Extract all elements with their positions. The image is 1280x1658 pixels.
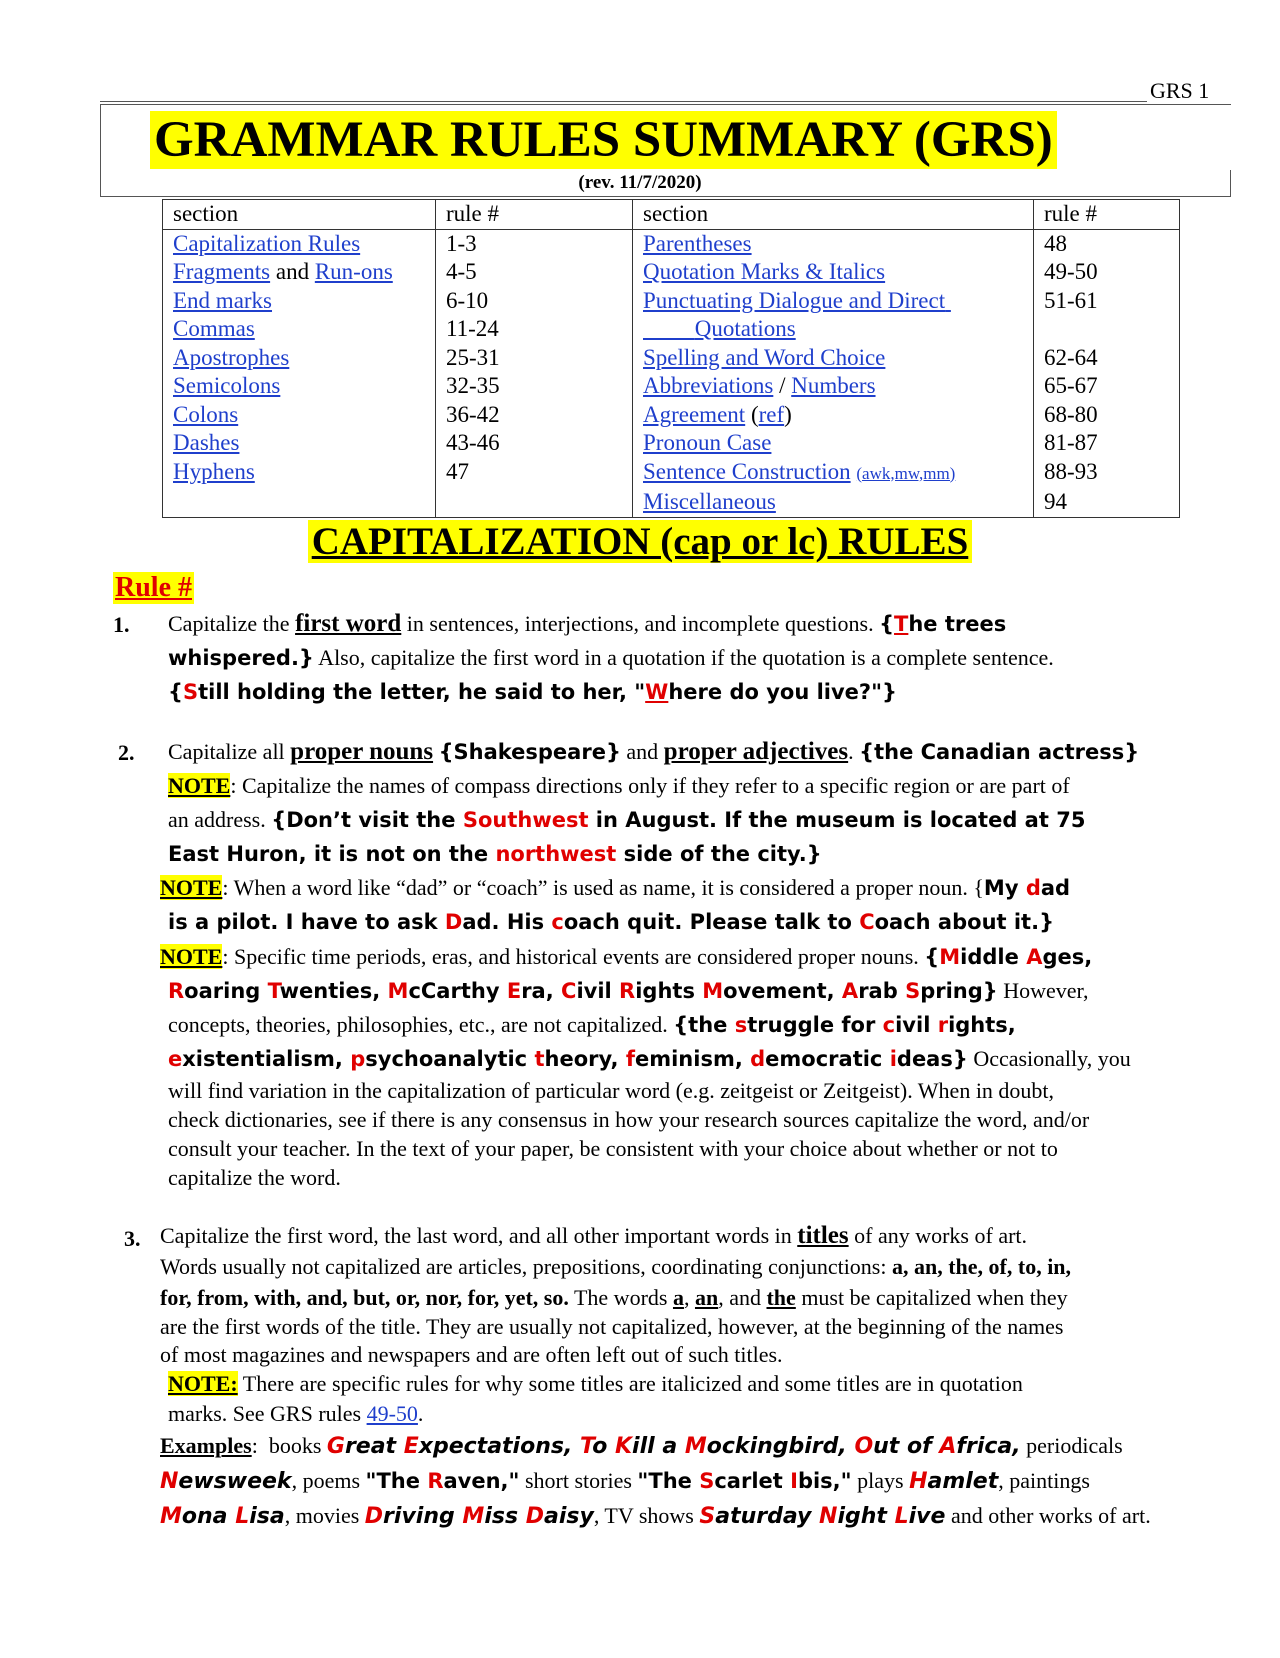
example: My xyxy=(983,876,1026,900)
example-cap: S xyxy=(182,680,199,704)
toc-rule-range: 51-61 xyxy=(1034,287,1180,316)
example: existentialism, psychoanalytic theory, feminism, democratic ideas} xyxy=(168,1047,968,1071)
example-title: "The Raven," xyxy=(365,1469,520,1493)
example: till holding the letter, he said to her, " xyxy=(198,680,646,704)
article: a xyxy=(672,1285,684,1310)
text: Occasionally, you xyxy=(967,1046,1131,1071)
toc-rule-range: 11-24 xyxy=(436,315,633,344)
text: , paintings xyxy=(998,1468,1090,1493)
toc-rule-range: 65-67 xyxy=(1034,372,1180,401)
toc-rule-range-empty xyxy=(1034,315,1180,344)
toc-rule-range: 68-80 xyxy=(1034,401,1180,430)
toc-row xyxy=(163,315,1180,344)
toc-link-quotation-marks[interactable]: Quotation Marks & Italics xyxy=(643,259,886,284)
rule-2-note-3-line-4 xyxy=(160,1042,1260,1076)
example: {the struggle for civil rights, xyxy=(673,1013,1016,1037)
rule-1 xyxy=(168,607,1228,709)
example-lowercase: c xyxy=(551,910,564,934)
rule-2-note-3-line-1 xyxy=(160,940,1260,974)
key-term: proper adjectives xyxy=(663,738,849,765)
article: the xyxy=(766,1285,796,1310)
toc-link-abbreviations[interactable]: Abbreviations xyxy=(643,373,774,398)
toc-col-rule-2: rule # xyxy=(1034,200,1180,230)
toc-row xyxy=(163,372,1180,401)
toc-link-ref[interactable]: ref xyxy=(758,401,785,427)
text: : Specific time periods, eras, and historical events are considered proper nouns. xyxy=(222,944,925,969)
example-lowercase: northwest xyxy=(495,842,617,866)
text: There are specific rules for why some titles are italicized and some titles are in quotation xyxy=(237,1371,1023,1396)
example: oach quit. Please talk to xyxy=(563,910,860,934)
toc-link-colons[interactable]: Colons xyxy=(173,401,239,427)
toc-row xyxy=(163,344,1180,373)
rule-3-note-line-2 xyxy=(160,1399,1260,1429)
word-list: a, an, the, of, to, in, xyxy=(891,1254,1072,1279)
toc-link-dashes[interactable]: Dashes xyxy=(173,430,240,455)
example: ad. His xyxy=(462,910,552,934)
rule-2-note-2-line-1 xyxy=(160,871,1250,905)
toc-rule-range: 49-50 xyxy=(1034,258,1180,287)
page-title: GRAMMAR RULES SUMMARY (GRS) xyxy=(150,111,1057,169)
rule-2-note-3-line-6: check dictionaries, see if there is any consensus in how your research sources capitalize the word, and/or xyxy=(168,1107,1090,1132)
text: in sentences, interjections, and incomplete questions. xyxy=(401,611,880,636)
example: Roaring Twenties, McCarthy Era, Civil Rights Movement, Arab Spring} xyxy=(168,979,998,1003)
toc-empty-cell xyxy=(163,488,436,517)
rules-49-50-link[interactable]: 49-50 xyxy=(366,1401,418,1426)
text: : When a word like “dad” or “coach” is used as name, it is considered a proper noun. { xyxy=(222,875,984,900)
text: : Capitalize the names of compass directions only if they refer to a specific region or are part of xyxy=(230,773,1070,798)
rule-2-line-1 xyxy=(168,735,1243,769)
example: whispered.} xyxy=(168,646,314,670)
example-lowercase: d xyxy=(1025,876,1041,900)
note-label: NOTE: xyxy=(168,1371,238,1396)
toc-col-rule: rule # xyxy=(436,200,633,230)
rule-3-line-3: for, from, with, and, but, or, nor, for, yet, so. The words a, an, and the must be capitalized when they xyxy=(160,1285,1068,1310)
example-title: Great Expectations, To Kill a Mockingbird, Out of Africa, xyxy=(326,1434,1021,1459)
toc-link-quotations[interactable]: Quotations xyxy=(694,316,796,341)
rule-2-number: 2. xyxy=(118,740,135,765)
section-heading xyxy=(0,520,1280,564)
text: , and xyxy=(718,1285,767,1310)
rule-3-line-4: are the first words of the title. They are usually not capitalized, however, at the beginning of the names xyxy=(160,1314,1064,1339)
example-cap: Southwest xyxy=(462,808,589,832)
example-cap: W xyxy=(645,680,669,704)
revision-date: (rev. 11/7/2020) xyxy=(578,172,702,193)
toc-link-run-ons[interactable]: Run-ons xyxy=(314,259,393,284)
toc-rule-range: 47 xyxy=(436,458,633,489)
rule-1-line-3 xyxy=(168,675,1228,709)
example: is a pilot. I have to ask xyxy=(168,910,445,934)
rule-2-note-3-line-7: consult your teacher. In the text of your paper, be consistent with your choice about whether or not to xyxy=(168,1136,1058,1161)
toc-row xyxy=(163,401,1180,430)
example: he trees xyxy=(908,612,1007,636)
toc-link-agreement[interactable]: Agreement xyxy=(643,401,746,427)
toc-link-sentence-construction[interactable]: Sentence Construction xyxy=(643,458,851,484)
examples-label: Examples xyxy=(160,1433,252,1458)
toc-row xyxy=(163,258,1180,287)
rule-2-note-3-line-2 xyxy=(160,974,1260,1008)
toc-joiner: and xyxy=(270,259,315,284)
text: plays xyxy=(851,1468,910,1493)
rule-2-note-1-line-3 xyxy=(168,837,1243,871)
text: . xyxy=(848,739,860,764)
text: , movies xyxy=(284,1503,365,1528)
rule-2 xyxy=(168,735,1243,871)
toc-col-section-2: section xyxy=(633,200,1034,230)
text: The words xyxy=(568,1285,673,1310)
rule-1-number: 1. xyxy=(113,612,130,637)
toc-link-numbers[interactable]: Numbers xyxy=(791,373,876,398)
examples-line-3 xyxy=(160,1499,1260,1534)
example: here do you live?"} xyxy=(668,680,897,704)
toc-rule-range: 32-35 xyxy=(436,372,633,401)
rule-3-line-2 xyxy=(160,1251,1260,1282)
toc-rule-range: 88-93 xyxy=(1034,458,1180,489)
toc-row xyxy=(163,229,1180,258)
key-term: first word xyxy=(295,610,402,637)
example-title: "The Scarlet Ibis," xyxy=(637,1469,852,1493)
text: books xyxy=(257,1433,327,1458)
text: However, xyxy=(997,978,1089,1003)
toc-rule-range: 6-10 xyxy=(436,287,633,316)
rule-3-number: 3. xyxy=(124,1226,141,1251)
toc-rule-range: 36-42 xyxy=(436,401,633,430)
toc-rule-range: 1-3 xyxy=(436,229,633,258)
toc-rule-range: 81-87 xyxy=(1034,429,1180,458)
rule-3 xyxy=(160,1220,1260,1534)
text: : xyxy=(251,1433,258,1458)
rule-2-note-1 xyxy=(168,769,1243,803)
toc-link-dialogue-pad[interactable] xyxy=(945,288,951,313)
toc-joiner: ( xyxy=(745,401,759,427)
example-title: Hamlet xyxy=(909,1469,999,1494)
examples-line-2 xyxy=(160,1464,1260,1499)
toc-row xyxy=(163,458,1180,489)
rule-3-line-1 xyxy=(160,1220,1260,1251)
text: Also, capitalize the first word in a quotation if the quotation is a complete sentence. xyxy=(313,645,1054,670)
capitalization-heading: CAPITALIZATION (cap or lc) RULES xyxy=(308,520,973,563)
example: oach about it.} xyxy=(874,910,1055,934)
toc-link-awk-mw-mm[interactable]: (awk,mw,mm) xyxy=(856,463,956,483)
toc-link-apostrophes[interactable]: Apostrophes xyxy=(173,344,290,370)
page-label: GRS 1 xyxy=(1150,78,1210,103)
toc-row xyxy=(163,287,1180,316)
example: {the Canadian actress} xyxy=(859,740,1140,764)
text: and xyxy=(620,739,664,764)
rule-3-note xyxy=(160,1369,1260,1399)
examples-line-1 xyxy=(160,1429,1260,1464)
toc-link-end-marks[interactable]: End marks xyxy=(173,287,273,313)
rule-3-line-5: of most magazines and newspapers and are often left out of such titles. xyxy=(160,1342,783,1367)
example: in August. If the museum is located at 75 xyxy=(588,808,1086,832)
toc-link-capitalization[interactable]: Capitalization Rules xyxy=(173,230,361,256)
text: Capitalize all xyxy=(168,739,291,764)
text: , TV shows xyxy=(593,1503,700,1528)
example: { xyxy=(168,680,183,704)
example: side of the city.} xyxy=(616,842,822,866)
text: and other works of art. xyxy=(945,1503,1151,1528)
toc-row xyxy=(163,429,1180,458)
text: Capitalize the first word, the last word, and all other important words in xyxy=(160,1223,798,1248)
rule-2-note-3 xyxy=(160,940,1260,1192)
toc-rule-range: 62-64 xyxy=(1034,344,1180,373)
text: , poems xyxy=(291,1468,366,1493)
title-box-bottom-edge xyxy=(100,196,1231,197)
article: an xyxy=(694,1285,719,1310)
example: {Middle Ages, xyxy=(924,945,1093,969)
text: short stories xyxy=(519,1468,638,1493)
note-label: NOTE xyxy=(160,944,223,969)
key-term: titles xyxy=(797,1222,849,1249)
toc-table xyxy=(162,199,1180,518)
toc-joiner: / xyxy=(773,373,792,398)
toc-header-row xyxy=(163,200,1180,230)
toc-empty-cell xyxy=(436,488,633,517)
toc-joiner: ) xyxy=(784,401,792,427)
example: {Don’t visit the xyxy=(271,808,463,832)
rule-2-note-3-line-5: will find variation in the capitalization of particular word (e.g. zeitgeist or Zeitgeist). When in doubt, xyxy=(168,1078,1055,1103)
example-title: Driving Miss Daisy xyxy=(364,1504,594,1529)
toc-rule-range: 94 xyxy=(1034,488,1180,517)
text: . xyxy=(417,1401,424,1426)
toc-link-miscellaneous[interactable]: Miscellaneous xyxy=(643,489,776,514)
example: { xyxy=(879,612,895,636)
toc-rule-range: 25-31 xyxy=(436,344,633,373)
toc-link-hyphens[interactable]: Hyphens xyxy=(173,458,255,484)
rule-2-note-1-line-2 xyxy=(168,803,1243,837)
toc-link-parentheses[interactable]: Parentheses xyxy=(643,230,752,256)
example-title: Newsweek xyxy=(160,1469,292,1494)
toc-link-fragments[interactable]: Fragments xyxy=(173,259,271,284)
toc-link-dialogue[interactable]: Punctuating Dialogue and Direct xyxy=(643,287,946,313)
text: marks. See GRS rules xyxy=(168,1401,367,1426)
rule-2-note-2-line-2 xyxy=(160,905,1250,939)
example: East Huron, it is not on the xyxy=(168,842,496,866)
rule-2-note-2 xyxy=(160,871,1250,939)
text: an address. xyxy=(168,807,272,832)
rule-1-line-1 xyxy=(168,607,1228,641)
toc-rule-range: 43-46 xyxy=(436,429,633,458)
example-cap: T xyxy=(894,612,909,636)
text: concepts, theories, philosophies, etc., are not capitalized. xyxy=(168,1012,674,1037)
example-cap: D xyxy=(444,910,463,934)
toc-link-spelling[interactable]: Spelling and Word Choice xyxy=(643,344,886,370)
note-label: NOTE xyxy=(160,875,223,900)
example-cap: C xyxy=(859,910,875,934)
toc-link-quotations-pad[interactable] xyxy=(643,316,695,341)
example: {Shakespeare} xyxy=(438,740,621,764)
rule-hash-label: Rule # xyxy=(115,572,192,603)
toc-link-semicolons[interactable]: Semicolons xyxy=(173,373,281,398)
key-term: proper nouns xyxy=(290,738,434,765)
note-label: NOTE xyxy=(168,773,231,798)
rule-2-note-3-line-3 xyxy=(160,1008,1260,1042)
text: must be capitalized when they xyxy=(795,1285,1068,1310)
word-list: for, from, with, and, but, or, nor, for, yet, so. xyxy=(160,1285,569,1310)
toc-link-pronoun-case[interactable]: Pronoun Case xyxy=(643,430,772,455)
toc-rule-range: 4-5 xyxy=(436,258,633,287)
text: periodicals xyxy=(1020,1433,1123,1458)
toc-col-section: section xyxy=(163,200,436,230)
rule-2-note-3-line-8: capitalize the word. xyxy=(168,1165,341,1190)
rule-1-line-2 xyxy=(168,641,1228,675)
toc-row xyxy=(163,488,1180,517)
toc-link-commas[interactable]: Commas xyxy=(173,316,255,341)
header-rule-line xyxy=(100,101,1147,102)
example-title: Saturday Night Live xyxy=(699,1504,946,1529)
example: ad xyxy=(1040,876,1071,900)
text: of any works of art. xyxy=(848,1223,1028,1248)
toc-rule-range: 48 xyxy=(1034,229,1180,258)
example-title: Mona Lisa xyxy=(160,1504,285,1529)
text: Capitalize the xyxy=(168,611,296,636)
text: Words usually not capitalized are articles, prepositions, coordinating conjunctions: xyxy=(160,1254,892,1279)
